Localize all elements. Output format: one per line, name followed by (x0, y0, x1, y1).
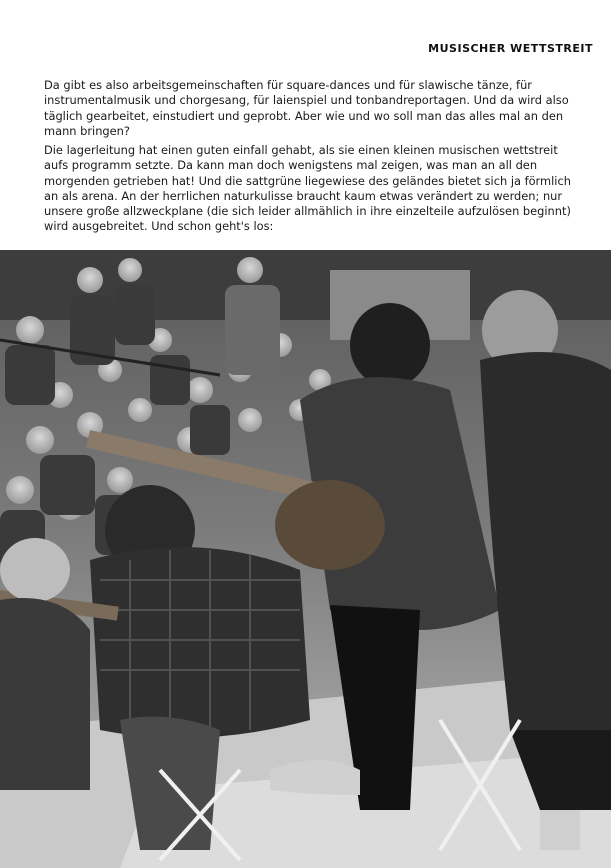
section-title: MUSISCHER WETTSTREIT (428, 42, 593, 55)
paragraph-wettstreit: Die lagerleitung hat einen guten einfall gehabt, als sie einen kleinen musischen wettstreit aufs programm setzte. Da kann man doch wenigstens mal zeigen, was man an all den morgenden getrieben hat! Und die sattgrüne liegewiese des geländes bietet sich ja förmlich an als arena. An der herrlichen naturkulisse braucht kaum etwas verändert zu werden; nur unsere große allzweckplane (die sich leider allmählich in ihre einzelteile aufzulösen beginnt) wird ausgebreitet. Und schon geht's los: (44, 143, 571, 234)
paragraph-intro: Da gibt es also arbeitsgemeinschaften für square-dances und für slawische tänze, für instrumentalmusik und chorgesang, für laienspiel und tonbandreportagen. Und da wird also täglich gearbeitet, einstudiert und geprobt. Aber wie und wo soll man das alles mal an den mann bringen? (44, 78, 569, 138)
photo-musicians-performing (0, 250, 611, 868)
